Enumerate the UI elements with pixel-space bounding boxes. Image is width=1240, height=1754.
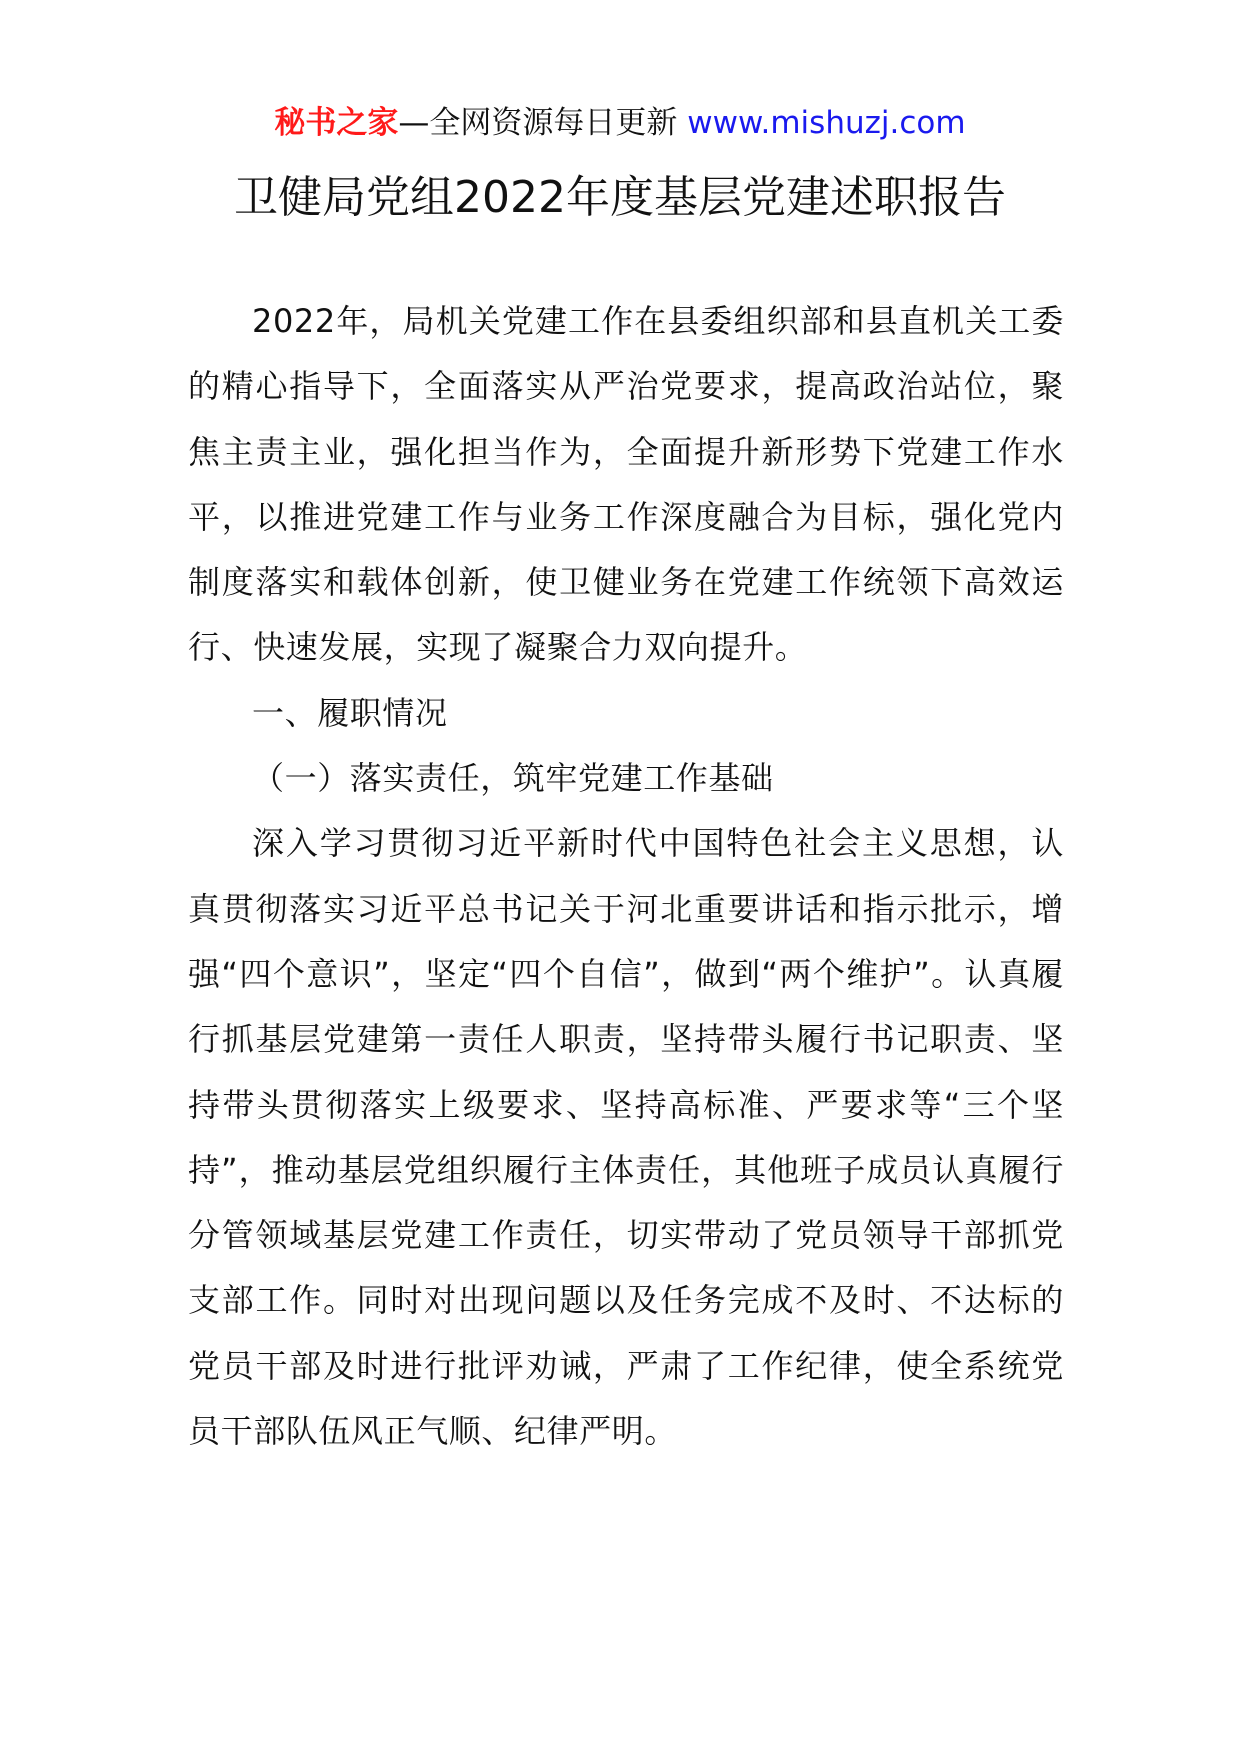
- document-title: 卫健局党组2022年度基层党建述职报告: [234, 172, 1006, 223]
- brand-name: 秘书之家: [274, 105, 399, 141]
- body-paragraph: 深入学习贯彻习近平新时代中国特色社会主义思想，认真贯彻落实习近平总书记关于河北重要讲话和指示批示，增强“四个意识”，坚定“四个自信”，做到“两个维护”。认真履行抓基层党建第一责任人职责，坚持带头履行书记职责、坚持带头贯彻落实上级要求、坚持高标准、严要求等“三个坚持”，推动基层党组织履行主体责任，其他班子成员认真履行分管领域基层党建工作责任，切实带动了党员领导干部抓党支部工作。同时对出现问题以及任务完成不及时、不达标的党员干部及时进行批评劝诫，严肃了工作纪律，使全系统党员干部队伍风正气顺、纪律严明。: [188, 824, 1064, 1451]
- site-url-link[interactable]: www.mishuzj.com: [687, 105, 966, 141]
- header-tagline: —全网资源每日更新: [398, 105, 688, 141]
- site-header: [0, 100, 1240, 146]
- intro-paragraph: 2022年，局机关党建工作在县委组织部和县直机关工委的精心指导下，全面落实从严治党要求，提高政治站位，聚焦主责主业，强化担当作为，全面提升新形势下党建工作水平，以推进党建工作与业务工作深度融合为目标，强化党内制度落实和载体创新，使卫健业务在党建工作统领下高效运行、快速发展，实现了凝聚合力双向提升。: [188, 302, 1064, 667]
- section-heading: 一、履职情况: [252, 693, 448, 732]
- subsection-heading: （一）落实责任，筑牢党建工作基础: [252, 759, 774, 798]
- document-body: [188, 289, 1064, 1464]
